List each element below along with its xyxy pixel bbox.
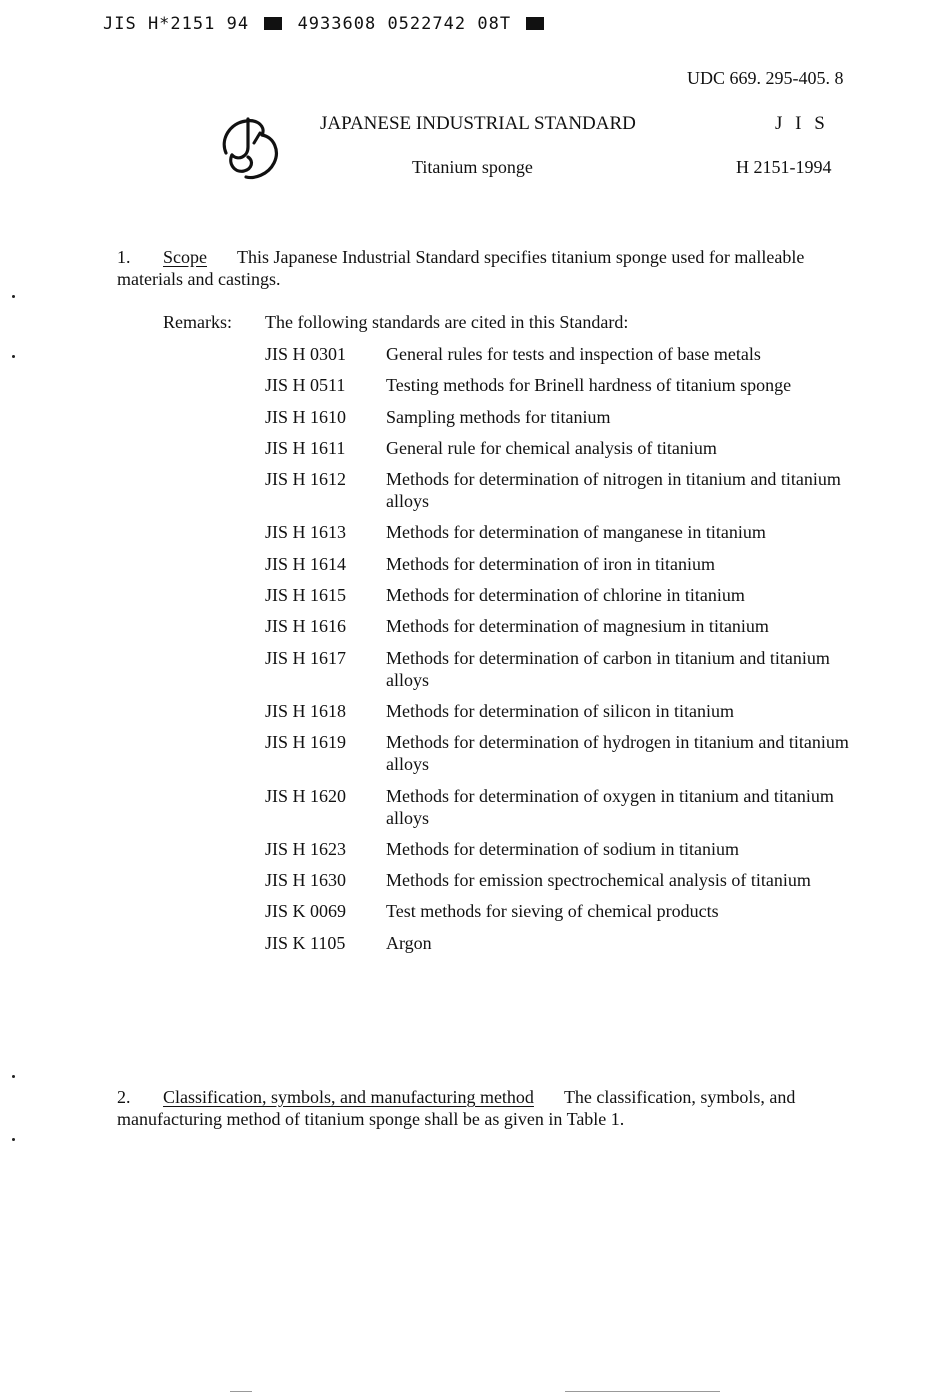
reference-row [265, 437, 865, 459]
reference-title: Methods for determination of oxygen in titanium and titanium alloys [386, 785, 834, 828]
reference-title: Methods for determination of carbon in titanium and titanium alloys [386, 647, 830, 690]
reference-title: Test methods for sieving of chemical products [386, 901, 719, 922]
reference-row [265, 731, 865, 775]
reference-title: Methods for determination of chlorine in titanium [386, 585, 745, 606]
section-text: The classification, symbols, and manufacturing method of titanium sponge shall be as given in Table 1. [117, 1087, 796, 1129]
reference-code: JIS H 1610 [265, 406, 347, 427]
reference-title: General rules for tests and inspection of base metals [386, 344, 761, 364]
reference-title: Methods for determination of manganese in titanium [386, 522, 766, 543]
reference-code: JIS H 1615 [265, 585, 347, 606]
header-code-suffix: 08T [477, 14, 512, 34]
reference-row [265, 521, 865, 543]
reference-row [265, 343, 865, 365]
section-heading: Scope [163, 247, 207, 267]
scan-speck [12, 1138, 15, 1141]
reference-title: Methods for determination of iron in titanium [386, 553, 715, 574]
header-code-left: JIS H*2151 94 [103, 14, 250, 34]
jis-logo-icon [218, 117, 284, 188]
reference-row [265, 615, 865, 637]
reference-code: JIS H 1612 [265, 469, 347, 490]
standard-title: JAPANESE INDUSTRIAL STANDARD [320, 113, 636, 134]
scan-rule [230, 1391, 252, 1392]
reference-title: Sampling methods for titanium [386, 406, 611, 427]
scan-rule [565, 1391, 720, 1392]
reference-code: JIS H 1620 [265, 785, 347, 806]
reference-code: JIS H 0511 [265, 375, 346, 396]
scan-speck [12, 355, 15, 358]
cited-standards-list [265, 343, 865, 963]
reference-code: JIS H 1618 [265, 700, 347, 721]
reference-title: Methods for determination of nitrogen in titanium and titanium alloys [386, 469, 841, 512]
reference-row [265, 406, 865, 428]
reference-title: Argon [386, 932, 432, 953]
scan-speck [12, 1075, 15, 1078]
reference-code: JIS K 1105 [265, 932, 346, 953]
reference-title: Methods for emission spectrochemical analysis of titanium [386, 870, 811, 891]
reference-code: JIS H 0301 [265, 344, 347, 364]
black-block-icon [264, 17, 282, 30]
section-text: This Japanese Industrial Standard specifies titanium sponge used for malleable materials and castings. [117, 247, 805, 289]
reference-code: JIS H 1619 [265, 732, 347, 753]
reference-row [265, 932, 865, 954]
reference-title: General rule for chemical analysis of titanium [386, 437, 717, 458]
remarks-label: Remarks: [163, 312, 232, 332]
remarks-intro: The following standards are cited in this Standard: [265, 312, 629, 332]
section-heading: Classification, symbols, and manufacturing method [163, 1087, 534, 1107]
header-code-right: 4933608 0522742 [297, 14, 467, 34]
document-number: H 2151-1994 [736, 157, 832, 177]
reference-code: JIS H 1613 [265, 522, 347, 543]
section-scope [117, 246, 857, 290]
reference-code: JIS H 1611 [265, 437, 346, 458]
reference-code: JIS H 1616 [265, 616, 347, 637]
reference-row [265, 869, 865, 891]
reference-row [265, 374, 865, 396]
reference-code: JIS H 1614 [265, 553, 347, 574]
reference-code: JIS K 0069 [265, 901, 347, 922]
black-block-icon [526, 17, 544, 30]
section-number: 1. [117, 247, 131, 267]
reference-code: JIS H 1630 [265, 870, 347, 891]
reference-title: Methods for determination of magnesium in titanium [386, 616, 769, 637]
reference-row [265, 647, 865, 691]
document-title: Titanium sponge [412, 157, 533, 177]
reference-row [265, 838, 865, 860]
reference-row [265, 900, 865, 922]
reference-code: JIS H 1617 [265, 647, 347, 668]
reference-title: Methods for determination of sodium in titanium [386, 838, 739, 859]
reference-row [265, 468, 865, 512]
reference-row [265, 584, 865, 606]
reference-title: Methods for determination of hydrogen in titanium and titanium alloys [386, 732, 849, 775]
reference-row [265, 700, 865, 722]
reference-title: Methods for determination of silicon in titanium [386, 700, 734, 721]
scan-speck [12, 295, 15, 298]
page-header-code [103, 14, 548, 34]
reference-title: Testing methods for Brinell hardness of titanium sponge [386, 375, 792, 396]
section-number: 2. [117, 1087, 131, 1107]
section-classification [117, 1086, 862, 1130]
reference-row [265, 785, 865, 829]
jis-mark: J I S [775, 113, 829, 134]
udc-number: UDC 669. 295-405. 8 [687, 68, 844, 88]
reference-row [265, 553, 865, 575]
reference-code: JIS H 1623 [265, 838, 347, 859]
